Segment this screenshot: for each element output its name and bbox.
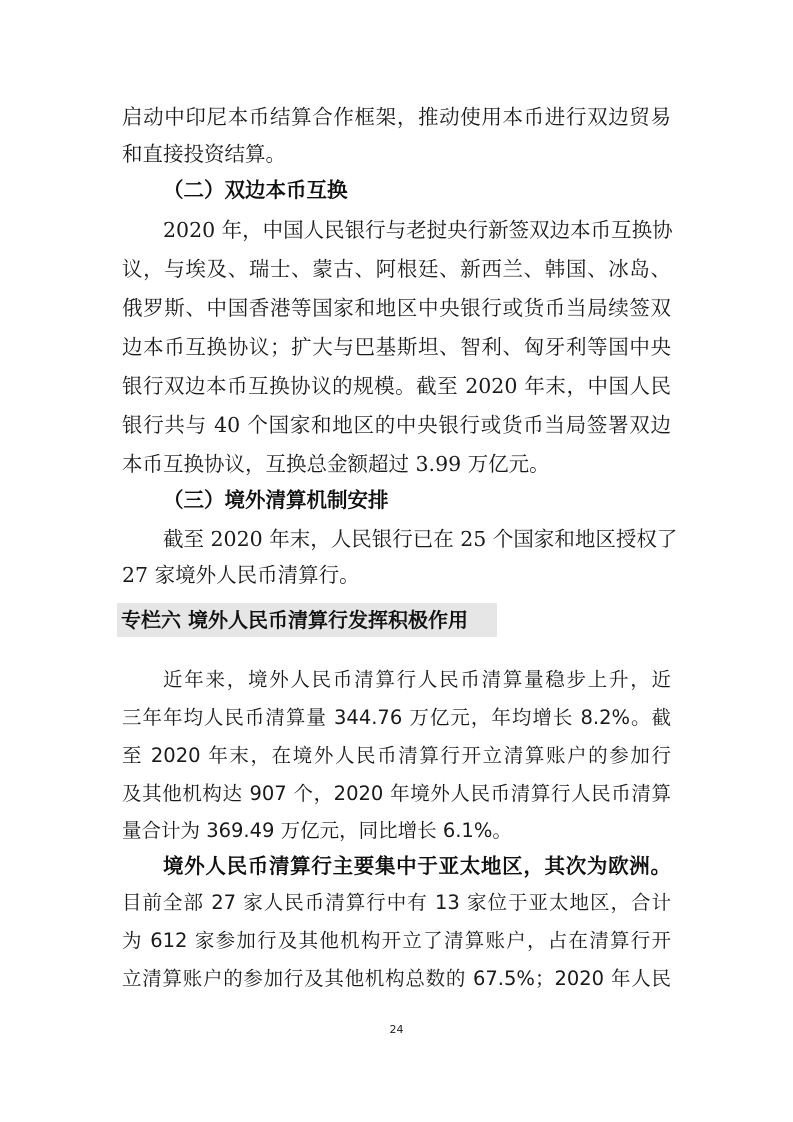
body-text-line: 边本币互换协议；扩大与巴基斯坦、智利、匈牙利等国中央 <box>122 335 671 359</box>
body-text-line: 启动中印尼本币结算合作框架，推动使用本币进行双边贸易 <box>122 105 671 129</box>
column-box-title: 专栏六 境外人民币清算行发挥积极作用 <box>117 603 497 637</box>
section-heading-bilateral-swap: （二）双边本币互换 <box>163 178 348 202</box>
body-text-line: 2020 年，中国人民银行与老挝央行新签双边本币互换协 <box>163 218 673 242</box>
body-text-line: 议，与埃及、瑞士、蒙古、阿根廷、新西兰、韩国、冰岛、 <box>122 257 671 281</box>
box-text-line: 三年年均人民币清算量 344.76 万亿元，年均增长 8.2%。截 <box>122 706 671 729</box>
box-text-line: 为 612 家参加行及其他机构开立了清算账户，占在清算行开 <box>122 929 671 952</box>
section-heading-clearing-arrangement: （三）境外清算机制安排 <box>163 488 389 512</box>
box-text-line: 目前全部 27 家人民币清算行中有 13 家位于亚太地区，合计 <box>122 891 671 914</box>
box-text-line: 立清算账户的参加行及其他机构总数的 67.5%；2020 年人民 <box>122 967 671 990</box>
box-text-line: 量合计为 369.49 万亿元，同比增长 6.1%。 <box>122 819 512 842</box>
body-text-line: 银行共与 40 个国家和地区的中央银行或货币当局签署双边 <box>122 413 671 437</box>
box-text-line: 及其他机构达 907 个，2020 年境外人民币清算行人民币清算 <box>122 782 671 805</box>
box-text-line: 至 2020 年末，在境外人民币清算行开立清算账户的参加行 <box>122 744 671 767</box>
box-text-line: 近年来，境外人民币清算行人民币清算量稳步上升，近 <box>163 668 671 691</box>
body-text-line: 截至 2020 年末，人民银行已在 25 个国家和地区授权了 <box>163 527 678 551</box>
body-text-line: 和直接投资结算。 <box>122 142 286 166</box>
body-text-line: 27 家境外人民币清算行。 <box>122 563 360 587</box>
page-number: 24 <box>389 1023 404 1036</box>
body-text-line: 银行双边本币互换协议的规模。截至 2020 年末，中国人民 <box>122 374 671 398</box>
body-text-line: 本币互换协议，互换总金额超过 3.99 万亿元。 <box>122 452 550 476</box>
body-text-line: 俄罗斯、中国香港等国家和地区中央银行或货币当局续签双 <box>122 296 671 320</box>
box-bold-summary: 境外人民币清算行主要集中于亚太地区，其次为欧洲。 <box>163 854 671 878</box>
